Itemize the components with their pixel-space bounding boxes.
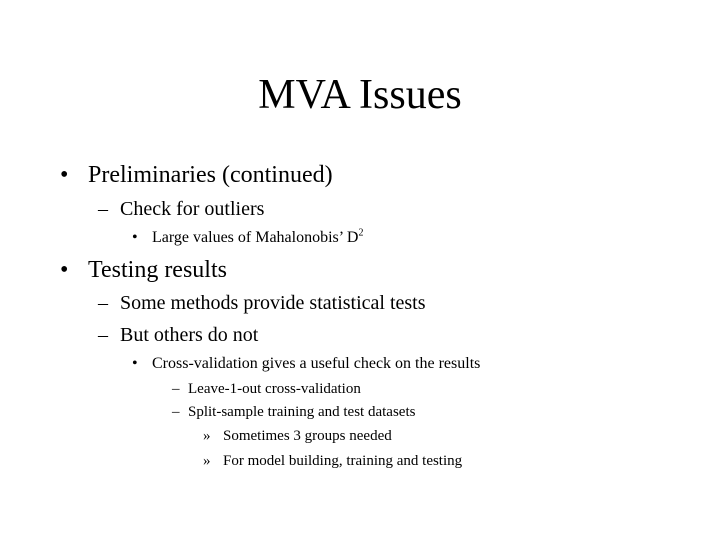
dash-marker: – [172, 404, 180, 420]
sub-item-text: Some methods provide statistical tests [120, 292, 426, 314]
dash-marker: – [98, 324, 108, 346]
sub-item-text: Check for outliers [120, 198, 265, 220]
bullet-text: Preliminaries (continued) [88, 162, 333, 188]
level4-item-text: Split-sample training and test datasets [188, 404, 416, 420]
bullet-marker: • [132, 229, 138, 246]
chevron-marker: » [203, 453, 211, 469]
sub-sub-item-text: Cross-validation gives a useful check on the results [152, 355, 481, 372]
dash-marker: – [98, 198, 108, 220]
bullet-marker: • [132, 355, 138, 372]
dash-marker: – [172, 381, 180, 397]
chevron-marker: » [203, 428, 211, 444]
slide-title: MVA Issues [258, 72, 462, 118]
superscript: 2 [358, 227, 364, 239]
bullet-marker: • [60, 162, 69, 188]
dash-marker: – [98, 292, 108, 314]
bullet-marker: • [60, 257, 69, 283]
sub-sub-item-text-main: Large values of Mahalonobis’ D [152, 229, 359, 246]
level5-item-text: Sometimes 3 groups needed [223, 428, 392, 444]
sub-item-text: But others do not [120, 324, 259, 346]
sub-sub-item-text [152, 227, 363, 249]
level5-item-text: For model building, training and testing [223, 453, 463, 469]
bullet-text: Testing results [88, 257, 227, 283]
level4-item-text: Leave-1-out cross-validation [188, 381, 361, 397]
